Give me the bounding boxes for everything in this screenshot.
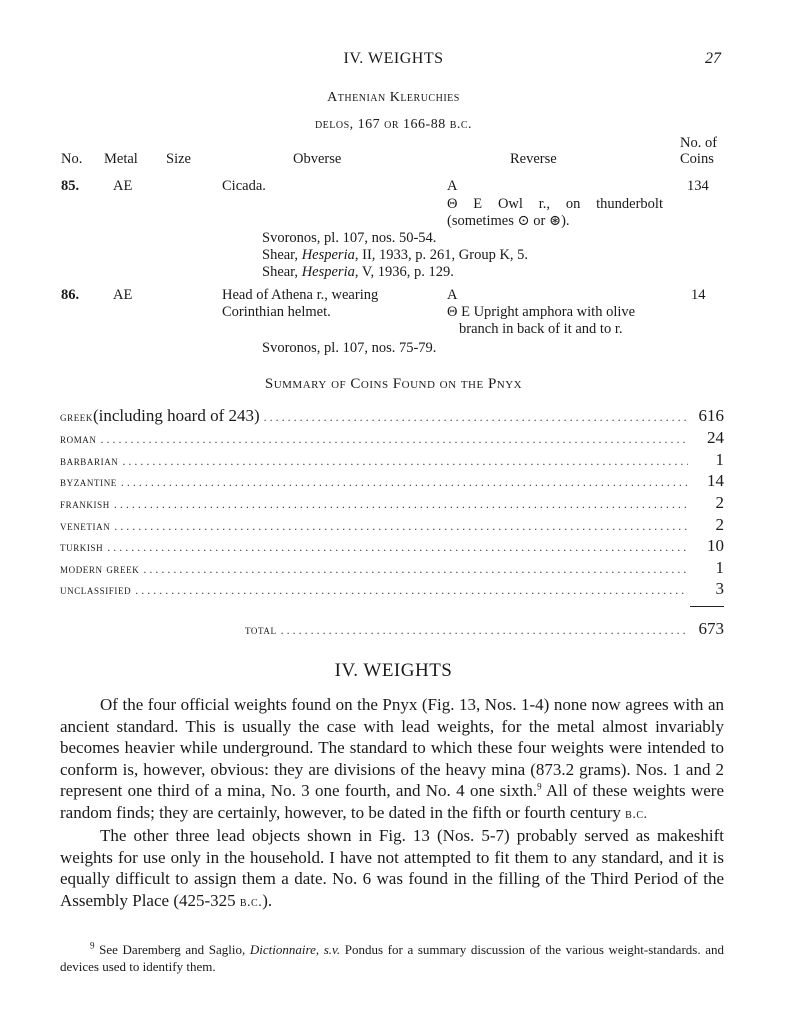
summary-label: roman	[60, 432, 97, 446]
entry-86-obverse-2: Corinthian helmet.	[222, 304, 331, 320]
footnote: $^9$ See Daremberg and Saglio, Dictionnaire, s.v. Pondus for a summary discussion of the various weight-standards. and devices used to identify them.	[60, 940, 724, 974]
entry-86-metal: AE	[113, 287, 133, 303]
leader-dots	[118, 454, 688, 469]
summary-row-greek	[60, 406, 724, 427]
leader-dots	[131, 583, 688, 598]
leader-dots	[277, 623, 688, 638]
section-heading: IV. WEIGHTS	[334, 660, 453, 681]
entry-85-coins: 134	[687, 178, 709, 194]
entry-86-ref-1: Svoronos, pl. 107, nos. 75-79.	[262, 340, 437, 356]
summary-label: byzantine	[60, 475, 117, 489]
entry-86-reverse-2: Θ E Upright amphora with olive	[447, 304, 636, 320]
summary-label-extra: (including hoard of 243)	[93, 406, 260, 425]
leader-dots	[103, 540, 688, 555]
body-text	[60, 694, 724, 913]
summary-row-byzantine	[60, 471, 724, 492]
leader-dots	[97, 432, 688, 447]
entry-85-ref-3: Shear, Hesperia, V, 1936, p. 129.	[262, 264, 454, 280]
summary-count: 24	[707, 428, 724, 447]
page-number: 27	[705, 50, 721, 67]
summary-label: venetian	[60, 519, 111, 533]
summary-count: 10	[707, 536, 724, 555]
summary-count: 3	[715, 579, 724, 598]
footnote-italic: Dictionnaire, s.v.	[249, 942, 341, 957]
entry-86-coins: 14	[691, 287, 706, 303]
col-coins-2: Coins	[680, 151, 714, 167]
summary-count: 616	[698, 406, 724, 425]
leader-dots	[117, 475, 688, 490]
entry-86-reverse-1: A	[447, 287, 458, 303]
summary-label: frankish	[60, 497, 110, 511]
entry-85-reverse-1: A	[447, 178, 458, 194]
col-no: No.	[61, 151, 83, 167]
summary-label: greek	[60, 410, 93, 424]
summary-count: 1	[715, 558, 724, 577]
footnote-ref: 9	[537, 781, 542, 792]
summary-label: modern greek	[60, 562, 140, 576]
entry-86-no: 86.	[61, 287, 80, 303]
summary-count: 1	[715, 450, 724, 469]
col-size: Size	[166, 151, 191, 167]
entry-85-ref-2: Shear, Hesperia, II, 1933, p. 261, Group K, 5.	[262, 247, 529, 263]
entry-85-reverse-2: Θ E Owl r., on thunderbolt	[447, 196, 663, 212]
summary-count: 2	[715, 493, 724, 512]
paragraph-2: The other three lead objects shown in Fig. 13 (Nos. 5-7) probably served as makeshift weights for use only in the household. I have not attempted to fit them to any standard, and it is equally difficult to assign them a date. No. 6 was found in the filling of the Third Period of the Assembly Place (425-325 b.c.).	[60, 826, 724, 910]
entry-85-no: 85.	[61, 178, 80, 194]
entry-86-reverse-3: branch in back of it and to r.	[459, 321, 623, 337]
total-rule	[690, 606, 724, 607]
total-label: total	[245, 623, 277, 637]
leader-dots	[110, 519, 688, 534]
summary-title: Summary of Coins Found on the Pnyx	[264, 376, 523, 392]
footnote-mark: 9	[90, 940, 95, 951]
entry-85-obverse: Cicada.	[222, 178, 266, 194]
summary-label: unclassified	[60, 583, 132, 597]
summary-row-roman	[60, 428, 724, 449]
kleruchies-title: Athenian Kleruchies	[327, 90, 460, 105]
col-obverse: Obverse	[293, 151, 342, 167]
summary-row-unclassified	[60, 579, 724, 600]
total-count: 673	[698, 619, 724, 638]
summary-label: barbarian	[60, 454, 119, 468]
entry-85-metal: AE	[113, 178, 133, 194]
col-coins-1: No. of	[680, 135, 718, 151]
entry-85-reverse-3: (sometimes ⊙ or ⊛).	[447, 213, 570, 229]
summary-total-row	[245, 619, 724, 640]
running-title: IV. WEIGHTS	[343, 50, 444, 67]
summary-row-turkish	[60, 536, 724, 557]
col-metal: Metal	[104, 151, 138, 167]
summary-label: turkish	[60, 540, 104, 554]
leader-dots	[139, 562, 688, 577]
paragraph-1: Of the four official weights found on the Pnyx (Fig. 13, Nos. 1-4) none now agrees with an ancient standard. This is usually the case with lead weights, for the metal almost invariably becomes heavier while underground. The standard to which these four weights were intended to conform is, however, obvious: they are divisions of the heavy mina (873.2 grams). Nos. 1 and 2 represent one third of a mina, No. 3 one fourth, and No. 4 one sixth.$^9$ All of these weights were random finds; they are certainly, however, to be dated in the fifth or fourth century b.c.	[60, 695, 724, 822]
col-reverse: Reverse	[510, 151, 557, 167]
summary-row-barbarian	[60, 450, 724, 471]
leader-dots	[110, 497, 688, 512]
entry-86-obverse-1: Head of Athena r., wearing	[222, 287, 379, 303]
summary-count: 2	[715, 515, 724, 534]
summary-row-venetian	[60, 515, 724, 536]
summary-row-frankish	[60, 493, 724, 514]
entry-85-ref-1: Svoronos, pl. 107, nos. 50-54.	[262, 230, 437, 246]
kleruchies-subtitle: delos, 167 or 166-88 b.c.	[314, 117, 473, 132]
summary-row-modern-greek	[60, 558, 724, 579]
summary-count: 14	[707, 471, 724, 490]
leader-dots	[260, 410, 688, 425]
